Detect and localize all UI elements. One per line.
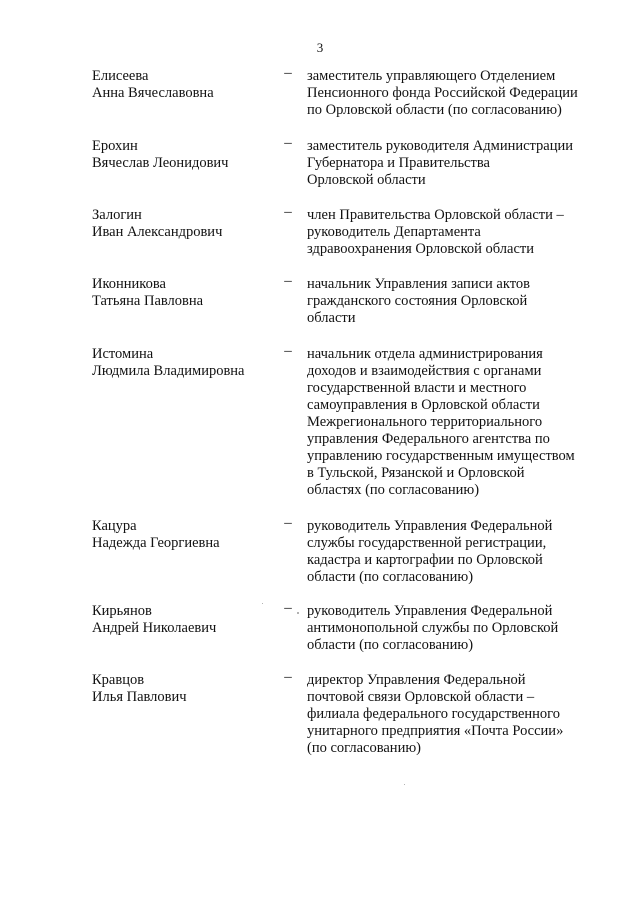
member-role <box>307 603 597 654</box>
member-entry <box>0 135 640 207</box>
role-line: области <box>307 310 356 326</box>
scan-speck <box>262 603 263 604</box>
role-line: кадастра и картографии по Орловской <box>307 552 543 568</box>
member-given-names: Илья Павлович <box>92 689 187 705</box>
role-line: областях (по согласованию) <box>307 482 480 498</box>
member-role <box>307 346 597 499</box>
member-entry <box>0 65 640 138</box>
separator-dash: – <box>284 515 292 531</box>
member-given-names: Вячеслав Леонидович <box>92 155 229 171</box>
member-name <box>92 346 272 380</box>
role-line: заместитель руководителя Администрации <box>307 138 574 154</box>
role-line: руководитель Департамента <box>307 224 481 240</box>
member-given-names: Людмила Владимировна <box>92 363 245 379</box>
role-line: Межрегионального территориального <box>307 414 543 430</box>
role-line: управлению государственным имуществом <box>307 448 575 464</box>
member-role <box>307 276 597 327</box>
role-line: по Орловской области (по согласованию) <box>307 102 562 118</box>
role-line: унитарного предприятия «Почта России» <box>307 723 564 739</box>
role-line: государственной власти и местного <box>307 380 527 396</box>
role-line: почтовой связи Орловской области – <box>307 689 535 705</box>
member-name <box>92 207 272 241</box>
member-name <box>92 518 272 552</box>
role-line: доходов и взаимодействия с органами <box>307 363 542 379</box>
role-line: директор Управления Федеральной <box>307 672 526 688</box>
separator-dash: – <box>284 65 292 81</box>
member-name <box>92 138 272 172</box>
member-given-names: Татьяна Павловна <box>92 293 204 309</box>
member-role <box>307 207 597 258</box>
role-line: в Тульской, Рязанской и Орловской <box>307 465 525 481</box>
member-entry <box>0 600 640 672</box>
member-entry <box>0 273 640 346</box>
separator-dash: – <box>284 135 292 151</box>
member-list <box>0 65 640 762</box>
member-given-names: Андрей Николаевич <box>92 620 217 636</box>
role-line: области (по согласованию) <box>307 569 474 585</box>
member-entry <box>0 515 640 603</box>
member-role <box>307 672 597 757</box>
member-surname: Кацура <box>92 518 137 534</box>
role-line: заместитель управляющего Отделением <box>307 68 556 84</box>
member-entry <box>0 343 640 518</box>
member-surname: Кравцов <box>92 672 145 688</box>
role-line: руководитель Управления Федеральной <box>307 518 553 534</box>
separator-dash: – <box>284 343 292 359</box>
role-line: антимонопольной службы по Орловской <box>307 620 559 636</box>
member-role <box>307 68 597 119</box>
member-surname: Кирьянов <box>92 603 152 619</box>
role-line: Губернатора и Правительства <box>307 155 490 171</box>
member-surname: Иконникова <box>92 276 166 292</box>
member-given-names: Иван Александрович <box>92 224 223 240</box>
member-name <box>92 68 272 102</box>
role-line: здравоохранения Орловской области <box>307 241 534 257</box>
member-role <box>307 518 597 586</box>
role-line: управления Федерального агентства по <box>307 431 550 447</box>
role-line: начальник отдела администрирования <box>307 346 543 362</box>
role-line: филиала федерального государственного <box>307 706 561 722</box>
page-number: 3 <box>316 40 324 55</box>
role-line: Орловской области <box>307 172 426 188</box>
member-surname: Ерохин <box>92 138 138 154</box>
role-line: области (по согласованию) <box>307 637 474 653</box>
member-given-names: Надежда Георгиевна <box>92 535 220 551</box>
role-line: службы государственной регистрации, <box>307 535 547 551</box>
separator-dash: – <box>284 600 292 616</box>
role-line: член Правительства Орловской области – <box>307 207 564 223</box>
member-entry <box>0 669 640 762</box>
member-surname: Залогин <box>92 207 142 223</box>
role-line: (по согласованию) <box>307 740 421 756</box>
separator-dash: – <box>284 669 292 685</box>
member-name <box>92 276 272 310</box>
separator-dash: – <box>284 273 292 289</box>
role-line: начальник Управления записи актов <box>307 276 530 292</box>
member-surname: Елисеева <box>92 68 149 84</box>
scan-speck <box>297 612 299 614</box>
member-surname: Истомина <box>92 346 154 362</box>
member-name <box>92 672 272 706</box>
role-line: самоуправления в Орловской области <box>307 397 540 413</box>
role-line: Пенсионного фонда Российской Федерации <box>307 85 578 101</box>
member-entry <box>0 204 640 276</box>
separator-dash: – <box>284 204 292 220</box>
scan-speck <box>404 784 405 785</box>
member-role <box>307 138 597 189</box>
member-name <box>92 603 272 637</box>
role-line: руководитель Управления Федеральной <box>307 603 553 619</box>
member-given-names: Анна Вячеславовна <box>92 85 214 101</box>
role-line: гражданского состояния Орловской <box>307 293 528 309</box>
